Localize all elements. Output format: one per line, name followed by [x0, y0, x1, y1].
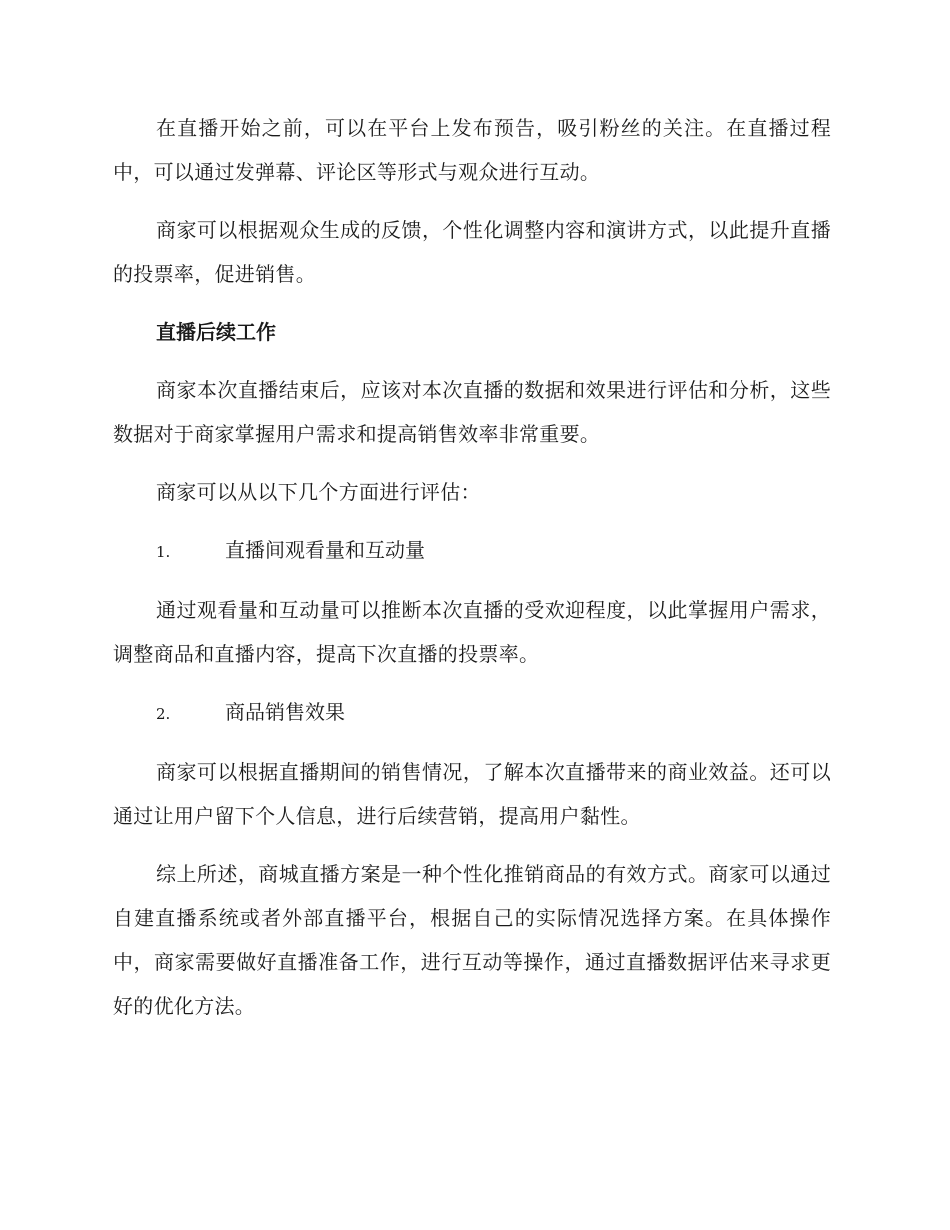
paragraph-live-preview: 在直播开始之前，可以在平台上发布预告，吸引粉丝的关注。在直播过程中，可以通过发弹幕、评论区等形式与观众进行互动。: [113, 116, 831, 184]
list-number: 1.: [156, 543, 171, 561]
list-item-1: [156, 528, 831, 574]
paragraph-post-live: 商家本次直播结束后，应该对本次直播的数据和效果进行评估和分析，这些数据对于商家掌握用户需求和提高销售效率非常重要。: [113, 378, 831, 446]
list-item-label: 商品销售效果: [225, 700, 345, 724]
paragraph-feedback: 商家可以根据观众生成的反馈，个性化调整内容和演讲方式，以此提升直播的投票率，促进销售。: [113, 218, 831, 286]
section-heading: 直播后续工作: [156, 320, 276, 344]
list-number: 2.: [156, 705, 171, 723]
list-item-2: [156, 690, 831, 736]
paragraph-summary: 综上所述，商城直播方案是一种个性化推销商品的有效方式。商家可以通过自建直播系统或者外部直播平台，根据自己的实际情况选择方案。在具体操作中，商家需要做好直播准备工作，进行互动等操作，通过直播数据评估来寻求更好的优化方法。: [113, 862, 831, 1018]
paragraph-views-interaction: 通过观看量和互动量可以推断本次直播的受欢迎程度，以此掌握用户需求，调整商品和直播内容，提高下次直播的投票率。: [113, 598, 831, 666]
list-item-label: 直播间观看量和互动量: [225, 538, 425, 562]
document-page: [113, 106, 831, 1042]
paragraph-sales-effect: 商家可以根据直播期间的销售情况，了解本次直播带来的商业效益。还可以通过让用户留下个人信息，进行后续营销，提高用户黏性。: [113, 760, 831, 828]
paragraph-evaluation-intro: 商家可以从以下几个方面进行评估：: [156, 480, 481, 504]
